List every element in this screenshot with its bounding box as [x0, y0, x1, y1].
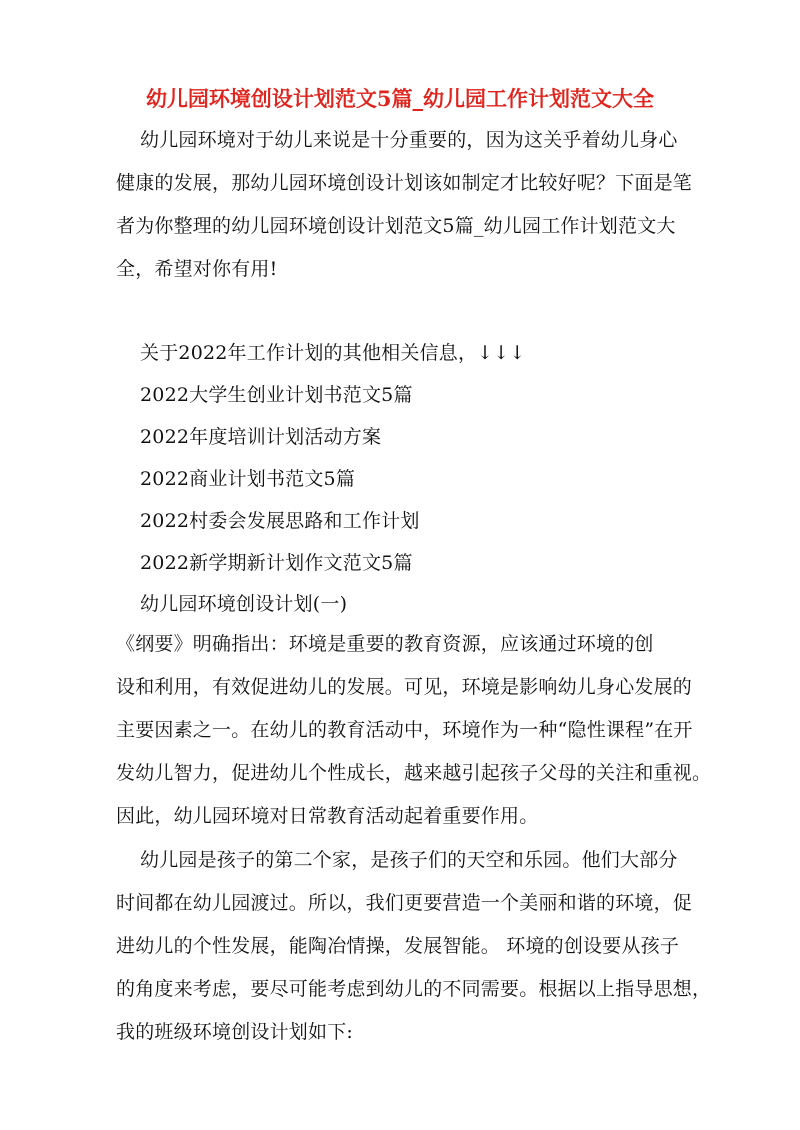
paragraph1-line-1: 《纲要》明确指出：环境是重要的教育资源，应该通过环境的创: [116, 633, 654, 655]
paragraph2-line-3: 进幼儿的个性发展，能陶冶情操，发展智能。 环境的创设要从孩子: [116, 935, 680, 957]
paragraph2-line-5: 我的班级环境创设计划如下:: [116, 1021, 354, 1043]
paragraph1-line-5: 因此，幼儿园环境对日常教育活动起着重要作用。: [116, 805, 539, 827]
intro-line-3: 者为你整理的幼儿园环境创设计划范文5篇_幼儿园工作计划范文大: [116, 215, 676, 237]
document-title: 幼儿园环境创设计划范文5篇_幼儿园工作计划范文大全: [145, 86, 655, 111]
paragraph2-line-2: 时间都在幼儿园渡过。所以，我们更要营造一个美丽和谐的环境，促: [116, 892, 693, 914]
paragraph2-line-1: 幼儿园是孩子的第二个家，是孩子们的天空和乐园。他们大部分: [140, 849, 678, 871]
related-item[interactable]: 2022年度培训计划活动方案: [140, 426, 382, 448]
paragraph1-line-3: 主要因素之一。在幼儿的教育活动中，环境作为一种“隐性课程”在开: [116, 719, 693, 741]
intro-line-1: 幼儿园环境对于幼儿来说是十分重要的，因为这关乎着幼儿身心: [140, 129, 678, 151]
paragraph2-line-4: 的角度来考虑，要尽可能考虑到幼儿的不同需要。根据以上指导思想，: [116, 978, 712, 1000]
related-item[interactable]: 2022大学生创业计划书范文5篇: [140, 384, 413, 406]
intro-line-4: 全，希望对你有用!: [116, 258, 278, 280]
section-heading: 幼儿园环境创设计划(一): [140, 593, 348, 615]
intro-line-2: 健康的发展，那幼儿园环境创设计划该如制定才比较好呢？下面是笔: [116, 172, 693, 194]
related-item[interactable]: 2022村委会发展思路和工作计划: [140, 510, 420, 532]
related-item[interactable]: 2022商业计划书范文5篇: [140, 468, 356, 490]
paragraph1-line-4: 发幼儿智力，促进幼儿个性成长，越来越引起孩子父母的关注和重视。: [116, 762, 712, 784]
paragraph1-line-2: 设和利用，有效促进幼儿的发展。可见，环境是影响幼儿身心发展的: [116, 676, 693, 698]
related-item[interactable]: 2022新学期新计划作文范文5篇: [140, 552, 413, 574]
related-heading: 关于2022年工作计划的其他相关信息，↓↓↓: [140, 342, 526, 364]
